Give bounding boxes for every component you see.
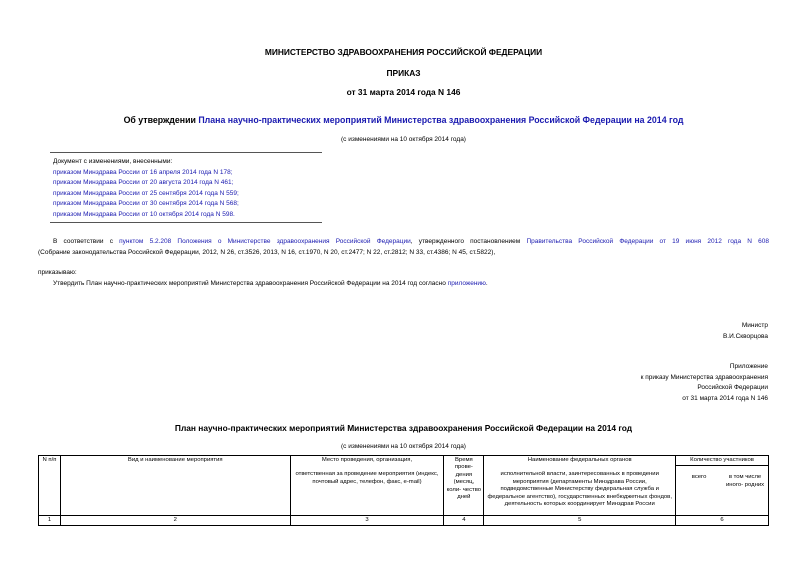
col-foreign: в том числе иного- родних [726, 474, 765, 488]
col-event-name: Вид и наименование мероприятия [60, 456, 290, 516]
approve-end: . [485, 280, 488, 287]
change-link-3[interactable]: приказом Минздрава России от 25 сентября 2014 года N 559; [53, 189, 239, 197]
col-participants-title: Количество участников [676, 456, 768, 466]
basis-text-a: В соответствии с [53, 238, 120, 245]
change-link-4[interactable]: приказом Минздрава России от 30 сентября 2014 года N 568; [53, 200, 239, 207]
appendix-line-2: к приказу Министерства здравоохранения [640, 373, 768, 381]
appendix-block [641, 362, 768, 404]
number-cell: 5 [484, 516, 676, 526]
col-place-b: ответственная за проведение мероприятия (индекс, почтовый адрес, телефон, факс, e-mail) [295, 471, 439, 485]
col-number: N п/п [39, 456, 61, 516]
appendix-link[interactable]: приложению [447, 280, 486, 287]
col-place [290, 456, 444, 516]
basis-paragraph-line2: (Собрание законодательства Российской Федерации, 2012, N 26, ст.3526, 2013, N 16, ст.1970, N 20, ст.2477; N 22, ст.2812; N 33, ст.4386; N 45, ст.5822), [38, 249, 496, 256]
order-heading: ПРИКАЗ [386, 68, 421, 78]
revision-note: (с изменениями на 10 октября 2014 года) [341, 136, 466, 143]
signature-block [723, 321, 768, 342]
plan-table [38, 455, 769, 526]
number-cell: 6 [676, 516, 769, 526]
signature-name: В.И.Скворцова [722, 332, 768, 340]
signature-position: Министр [741, 322, 768, 329]
table-number-row [39, 516, 769, 526]
title-prefix: Об утверждении [123, 115, 199, 125]
approve-text: Утвердить План научно-практических мероприятий Министерства здравоохранения Российской Федерации на 2014 год согласно [53, 280, 448, 287]
changes-intro: Документ с изменениями, внесенными: [53, 158, 173, 165]
col-participants [676, 456, 769, 516]
plan-title: План научно-практических мероприятий Министерства здравоохранения Российской Федерации на 2014 год [174, 423, 633, 433]
table-header-row [39, 456, 769, 516]
basis-text-b: , утвержденного постановлением [410, 238, 527, 245]
col-organizations [484, 456, 676, 516]
number-cell: 2 [60, 516, 290, 526]
appendix-line-1: Приложение [729, 363, 768, 370]
order-date: от 31 марта 2014 года N 146 [346, 87, 461, 97]
ministry-name: МИНИСТЕРСТВО ЗДРАВООХРАНЕНИЯ РОССИЙСКОЙ ФЕДЕРАЦИИ [264, 47, 543, 57]
order-title [0, 115, 807, 125]
number-cell: 3 [290, 516, 444, 526]
plan-title-link[interactable]: Плана научно-практических мероприятий Министерства здравоохранения Российской Федерации на 2014 год [198, 115, 684, 125]
col-place-a: Место проведения, организация, [321, 457, 413, 463]
divider-bottom [50, 222, 322, 223]
order-verb: приказываю: [38, 269, 77, 276]
appendix-line-3: Российской Федерации [697, 384, 768, 391]
regulation-link[interactable]: пунктом 5.2.208 Положения о Министерстве здравоохранения Российской Федерации [119, 238, 411, 245]
basis-paragraph-line1 [53, 237, 769, 248]
approve-paragraph [53, 279, 488, 290]
changes-list [53, 157, 239, 220]
col-org-b: исполнительной власти, заинтересованных в проведении мероприятия (департаменты Минздрава России, подведомственные Министерству федеральная служба и федеральное агентство), государственных внебюджетных фондов, деятельность которых координирует Минздрав России [487, 471, 672, 508]
change-link-2[interactable]: приказом Минздрава России от 20 августа 2014 года N 461; [53, 179, 234, 186]
number-cell: 1 [39, 516, 61, 526]
col-time: Время прове- дения (месяц, коли- чество дней [444, 456, 484, 516]
change-link-5[interactable]: приказом Минздрава России от 10 октября 2014 года N 598. [53, 210, 235, 218]
col-org-a: Наименование федеральных органов [527, 457, 632, 463]
government-decree-link[interactable]: Правительства Российской Федерации от 19 июня 2012 года N 608 [526, 238, 769, 245]
divider-top [50, 152, 322, 153]
appendix-line-4: от 31 марта 2014 года N 146 [682, 394, 768, 402]
plan-revision-note: (с изменениями на 10 октября 2014 года) [341, 443, 466, 450]
number-cell: 4 [444, 516, 484, 526]
change-link-1[interactable]: приказом Минздрава России от 16 апреля 2014 года N 178; [53, 168, 233, 176]
col-total: всего [691, 474, 707, 481]
